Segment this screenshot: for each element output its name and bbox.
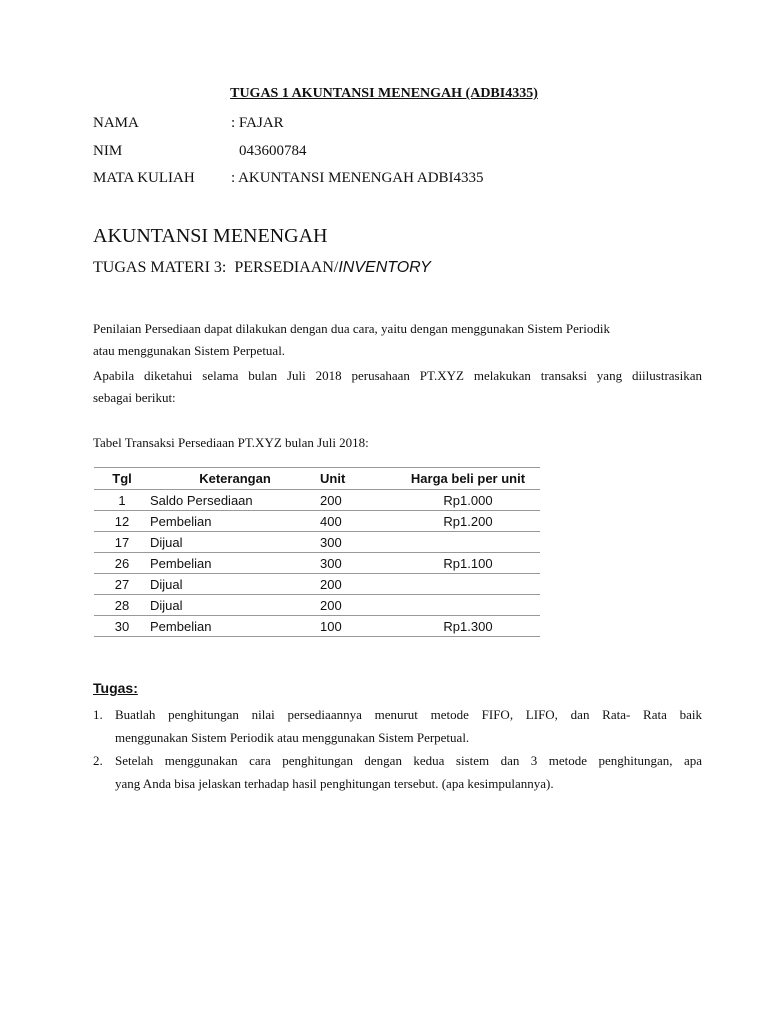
column-header-keterangan: Keterangan xyxy=(150,468,320,490)
task-number: 2. xyxy=(93,753,103,768)
paragraph-2 xyxy=(93,365,702,409)
cell-keterangan: Dijual xyxy=(150,532,320,553)
table-row xyxy=(94,532,540,553)
column-header-harga: Harga beli per unit xyxy=(396,468,540,490)
cell-keterangan: Pembelian xyxy=(150,553,320,574)
inventory-table xyxy=(94,467,540,637)
info-label: NIM xyxy=(93,143,123,159)
cell-unit: 200 xyxy=(320,595,396,616)
paragraph-line: sebagai berikut: xyxy=(93,390,176,405)
task-text xyxy=(115,703,702,749)
cell-tgl: 1 xyxy=(94,490,150,511)
section-heading: AKUNTANSI MENENGAH xyxy=(93,225,328,247)
cell-unit: 400 xyxy=(320,511,396,532)
table-row xyxy=(94,511,540,532)
paragraph-line: Penilaian Persediaan dapat dilakukan dengan dua cara, yaitu dengan menggunakan Sistem Periodik xyxy=(93,321,610,336)
table-row xyxy=(94,490,540,511)
subheading-italic: INVENTORY xyxy=(338,259,431,276)
column-header-tgl: Tgl xyxy=(94,468,150,490)
cell-harga: Rp1.100 xyxy=(396,553,540,574)
task-item-1 xyxy=(93,703,702,749)
task-line: Buatlah penghitungan nilai persediaannya menurut metode FIFO, LIFO, dan Rata- Rata baik xyxy=(115,707,702,722)
task-text xyxy=(115,749,702,795)
table-row xyxy=(94,574,540,595)
column-header-unit: Unit xyxy=(320,468,396,490)
table-header-row xyxy=(94,468,540,490)
cell-keterangan: Pembelian xyxy=(150,511,320,532)
paragraph-line: Apabila diketahui selama bulan Juli 2018 perusahaan PT.XYZ melakukan transaksi yang diilustrasikan xyxy=(93,368,702,383)
cell-harga: Rp1.000 xyxy=(396,490,540,511)
cell-tgl: 26 xyxy=(94,553,150,574)
cell-tgl: 12 xyxy=(94,511,150,532)
cell-harga: Rp1.200 xyxy=(396,511,540,532)
cell-tgl: 28 xyxy=(94,595,150,616)
cell-unit: 200 xyxy=(320,574,396,595)
cell-tgl: 30 xyxy=(94,616,150,637)
paragraph-line: atau menggunakan Sistem Perpetual. xyxy=(93,343,286,358)
cell-keterangan: Pembelian xyxy=(150,616,320,637)
task-number: 1. xyxy=(93,707,103,722)
cell-keterangan: Dijual xyxy=(150,595,320,616)
task-line: yang Anda bisa jelaskan terhadap hasil penghitungan tersebut. (apa kesimpulannya). xyxy=(115,776,554,791)
table-caption: Tabel Transaksi Persediaan PT.XYZ bulan Juli 2018: xyxy=(93,435,369,450)
cell-unit: 100 xyxy=(320,616,396,637)
cell-unit: 200 xyxy=(320,490,396,511)
cell-keterangan: Dijual xyxy=(150,574,320,595)
cell-harga: Rp1.300 xyxy=(396,616,540,637)
table-row xyxy=(94,553,540,574)
tugas-label: Tugas: xyxy=(93,680,138,696)
subheading-prefix: TUGAS MATERI 3: PERSEDIAAN/ xyxy=(93,259,339,276)
section-subheading xyxy=(93,259,431,277)
info-label: MATA KULIAH xyxy=(93,170,195,186)
paragraph-1 xyxy=(93,318,702,362)
table-row xyxy=(94,616,540,637)
cell-unit: 300 xyxy=(320,553,396,574)
table-row xyxy=(94,595,540,616)
cell-harga xyxy=(396,574,540,595)
cell-tgl: 27 xyxy=(94,574,150,595)
info-value: : AKUNTANSI MENENGAH ADBI4335 xyxy=(231,170,484,186)
cell-tgl: 17 xyxy=(94,532,150,553)
info-value: : FAJAR xyxy=(231,115,284,131)
cell-harga xyxy=(396,595,540,616)
task-line: Setelah menggunakan cara penghitungan dengan kedua sistem dan 3 metode penghitungan, apa xyxy=(115,753,702,768)
document-title: TUGAS 1 AKUNTANSI MENENGAH (ADBI4335) xyxy=(230,86,538,101)
task-item-2 xyxy=(93,749,702,795)
cell-harga xyxy=(396,532,540,553)
info-value: 043600784 xyxy=(239,143,307,159)
task-line: menggunakan Sistem Periodik atau menggunakan Sistem Perpetual. xyxy=(115,730,470,745)
cell-keterangan: Saldo Persediaan xyxy=(150,490,320,511)
info-label: NAMA xyxy=(93,115,139,131)
cell-unit: 300 xyxy=(320,532,396,553)
